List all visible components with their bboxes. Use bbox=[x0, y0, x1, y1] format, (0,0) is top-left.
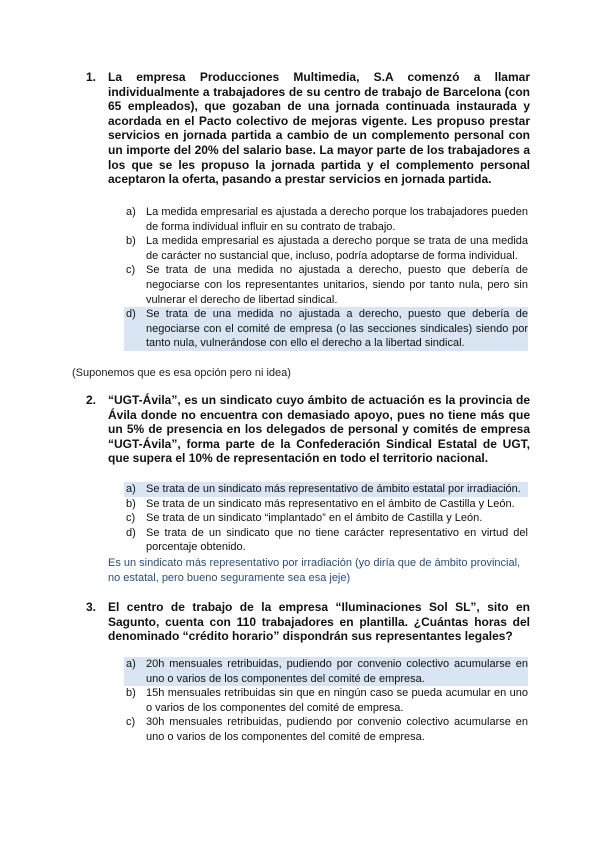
option-a bbox=[124, 205, 528, 234]
question-1-options bbox=[124, 205, 528, 351]
option-b bbox=[124, 234, 528, 263]
question-text: El centro de trabajo de la empresa “Iluminaciones Sol SL”, sito en Sagunto, cuenta con 110 trabajadores en plantilla. ¿Cuántas horas del denominado “crédito horario” dispondrán sus representantes legales? bbox=[108, 600, 530, 644]
option-letter: a) bbox=[126, 658, 136, 670]
option-letter: d) bbox=[126, 526, 136, 539]
option-letter: d) bbox=[126, 308, 136, 321]
option-d bbox=[124, 526, 528, 555]
option-b bbox=[124, 497, 528, 512]
option-text: Se trata de un sindicato que no tiene carácter representativo en virtud del porcentaje obtenido. bbox=[146, 526, 528, 554]
question-text: “UGT-Ávila”, es un sindicato cuyo ámbito de actuación es la provincia de Ávila donde no encuentra con demasiado apoyo, pues no tiene más que un 5% de presencia en los delegados de personal y comités de empresa “UGT-Ávila”, forma parte de la Confederación Sindical Estatal de UGT, que supera el 10% de representación en todo el territorio nacional. bbox=[108, 393, 530, 466]
option-b bbox=[124, 686, 528, 715]
option-text: Se trata de un sindicato más representativo en el ámbito de Castilla y León. bbox=[146, 497, 515, 510]
option-text: Se trata de una medida no ajustada a derecho, puesto que debería de negociarse con el comité de empresa (o las secciones sindicales) siendo por tanto nula, vulnerándose con ello el derecho a la libertad sindical. bbox=[146, 308, 528, 350]
question-3-options bbox=[124, 657, 528, 745]
option-a-highlighted bbox=[124, 482, 528, 497]
question-3 bbox=[86, 600, 530, 644]
question-number: 3. bbox=[86, 600, 97, 614]
option-text: 15h mensuales retribuidas sin que en ningún caso se pueda acumular en uno o varios de los componentes del comité de empresa. bbox=[146, 687, 528, 714]
option-a-highlighted bbox=[124, 657, 528, 686]
option-text: Se trata de un sindicato más representativo de ámbito estatal por irradiación. bbox=[146, 483, 521, 495]
option-d-highlighted bbox=[124, 307, 528, 351]
option-letter: a) bbox=[126, 206, 136, 218]
question-2 bbox=[86, 393, 530, 466]
option-text: La medida empresarial es ajustada a derecho porque se trata de una medida de carácter no sustancial que, incluso, podría adoptarse de forma individual. bbox=[146, 235, 528, 262]
answer-note: (Suponemos que es esa opción pero ni idea) bbox=[72, 367, 291, 379]
option-text: 20h mensuales retribuidas, pudiendo por convenio colectivo acumularse en uno o varios de los componentes del comité de empresa. bbox=[146, 658, 528, 685]
answer-note: Es un sindicato más representativo por irradiación (yo diría que de ámbito provincial, no estatal, pero bueno seguramente sea esa jeje) bbox=[108, 557, 521, 584]
question-text: La empresa Producciones Multimedia, S.A comenzó a llamar individualmente a trabajadores de su centro de trabajo de Barcelona (con 65 empleados), que gozaban de una jornada continuada instaurada y acordada en el Pacto colectivo de mejoras vigente. Les propuso prestar servicios en jornada partida a cambio de un complemento personal con un importe del 20% del salario base. La mayor parte de los trabajadores a los que se les propuso la jornada partida y el complemento personal aceptaron la oferta, pasando a prestar servicios en jornada partida. bbox=[108, 70, 530, 187]
option-text: 30h mensuales retribuidas, pudiendo por convenio colectivo acumularse en uno o varios de los componentes del comité de empresa. bbox=[146, 716, 528, 743]
option-letter: c) bbox=[126, 512, 136, 525]
option-c bbox=[124, 511, 528, 526]
question-number: 2. bbox=[86, 393, 97, 407]
option-text: Se trata de una medida no ajustada a derecho, puesto que debería de negociarse con los representantes unitarios, siendo por tanto nula, pero sin vulnerar el derecho de libertad sindical. bbox=[146, 264, 528, 306]
option-letter: c) bbox=[126, 716, 136, 729]
question-number: 1. bbox=[86, 70, 97, 84]
option-c bbox=[124, 263, 528, 307]
question-1 bbox=[86, 70, 530, 187]
option-c bbox=[124, 715, 528, 744]
option-letter: c) bbox=[126, 264, 136, 277]
question-2-options bbox=[124, 482, 528, 555]
option-letter: a) bbox=[126, 483, 136, 495]
option-text: Se trata de un sindicato “implantado” en el ámbito de Castilla y León. bbox=[146, 512, 483, 525]
option-text: La medida empresarial es ajustada a derecho porque los trabajadores pueden de forma individual influir en su contrato de trabajo. bbox=[146, 206, 528, 233]
option-letter: b) bbox=[126, 687, 136, 700]
option-letter: b) bbox=[126, 497, 136, 510]
option-letter: b) bbox=[126, 235, 136, 248]
